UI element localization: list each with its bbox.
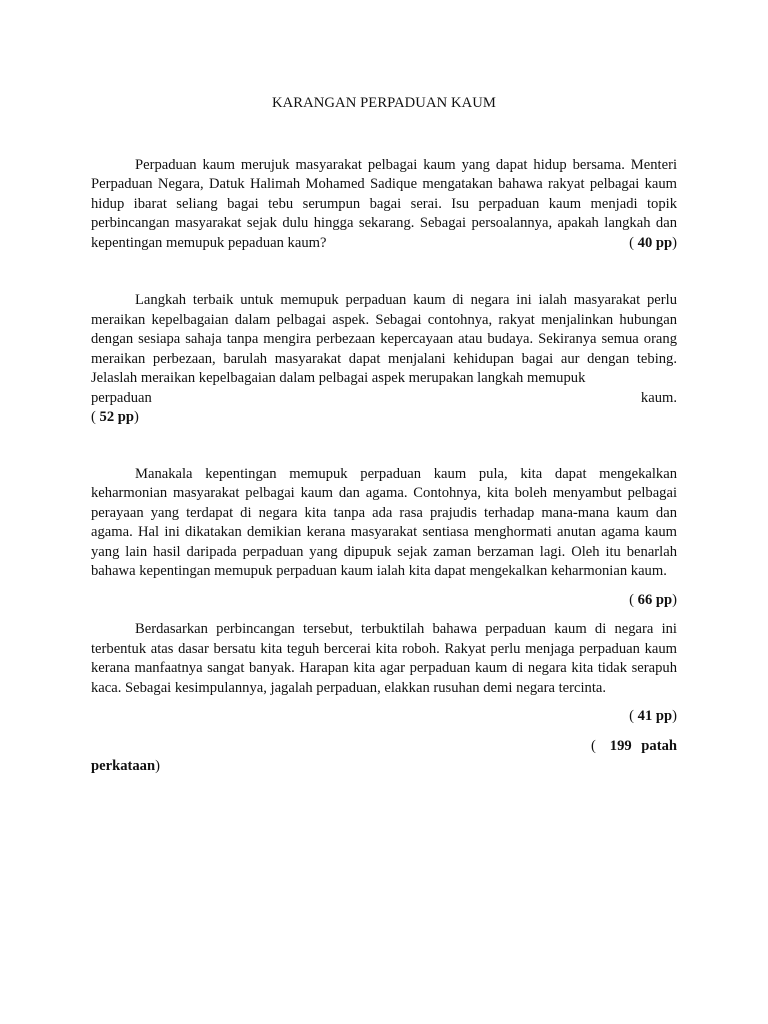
word-count-langkah: ( 52 pp) xyxy=(91,409,139,425)
word-count-kepentingan: ( 66 pp) xyxy=(629,591,677,608)
word-count-introduction: ( 40 pp) xyxy=(629,234,677,251)
document-title: KARANGAN PERPADUAN KAUM xyxy=(272,95,496,111)
total-word-count-line2: perkataan) xyxy=(91,758,160,774)
paragraph-introduction xyxy=(91,156,677,254)
document-page xyxy=(91,94,677,777)
paragraph-kesimpulan-text: Berdasarkan perbincangan tersebut, terbuktilah bahawa perpaduan kaum di negara ini terbentuk atas dasar bersatu kita teguh bercerai kita roboh. Rakyat perlu menjaga perpaduan kaum kerana manfaatnya sangat banyak. Harapan kita agar perpaduan kaum di negara kita tidak serapuh kaca. Sebagai kesimpulannya, jagalah perpaduan, elakkan rusuhan demi negara tercinta. xyxy=(91,621,677,696)
paragraph-langkah-last-line: perpaduan kaum. xyxy=(91,389,677,406)
paragraph-introduction-text: Perpaduan kaum merujuk masyarakat pelbagai kaum yang dapat hidup bersama. Menteri Perpaduan Negara, Datuk Halimah Mohamed Sadique mengatakan bahawa rakyat pelbagai kaum hidup ibarat seliang bagai tebu serumpun bagai serai. Isu perpaduan kaum menjadi topik perbincangan masyarakat sejak dulu hingga sekarang. Sebagai persoalannya, apakah langkah dan kepentingan memupuk pepaduan kaum? xyxy=(91,156,677,251)
word-count-kesimpulan: ( 41 pp) xyxy=(629,708,677,724)
total-word-count-line1: ( 199 patah xyxy=(591,737,677,754)
paragraph-kepentingan xyxy=(91,465,677,582)
paragraph-kesimpulan xyxy=(91,620,677,698)
total-word-count xyxy=(91,737,677,777)
paragraph-kepentingan-text: Manakala kepentingan memupuk perpaduan kaum pula, kita dapat mengekalkan keharmonian masyarakat pelbagai kaum dan agama. Contohnya, kita boleh menyambut pelbagai perayaan yang terdapat di negara kita tanpa ada rasa prajudis terhadap mana-mana kaum dan agama. Hal ini dikatakan demikian kerana masyarakat sentiasa menghormati anutan agama kaum yang lain hasil daripada perpaduan yang dipupuk sejak zaman berzaman lagi. Oleh itu benarlah bahawa kepentingan memupuk perpaduan kaum ialah kita dapat mengekalkan keharmonian kaum. xyxy=(91,465,677,579)
paragraph-langkah xyxy=(91,291,677,389)
paragraph-langkah-text: Langkah terbaik untuk memupuk perpaduan kaum di negara ini ialah masyarakat perlu meraikan kepelbagaian dalam pelbagai aspek. Sebagai contohnya, rakyat menjalinkan hubungan dengan sesiapa sahaja tanpa mengira perbezaan kepercayaan atau budaya. Sekiranya semua orang meraikan perbezaan, barulah masyarakat dapat menjalani kehidupan bagai aur dengan tebing. Jelaslah meraikan kepelbagaian dalam pelbagai aspek merupakan langkah memupuk xyxy=(91,292,677,386)
